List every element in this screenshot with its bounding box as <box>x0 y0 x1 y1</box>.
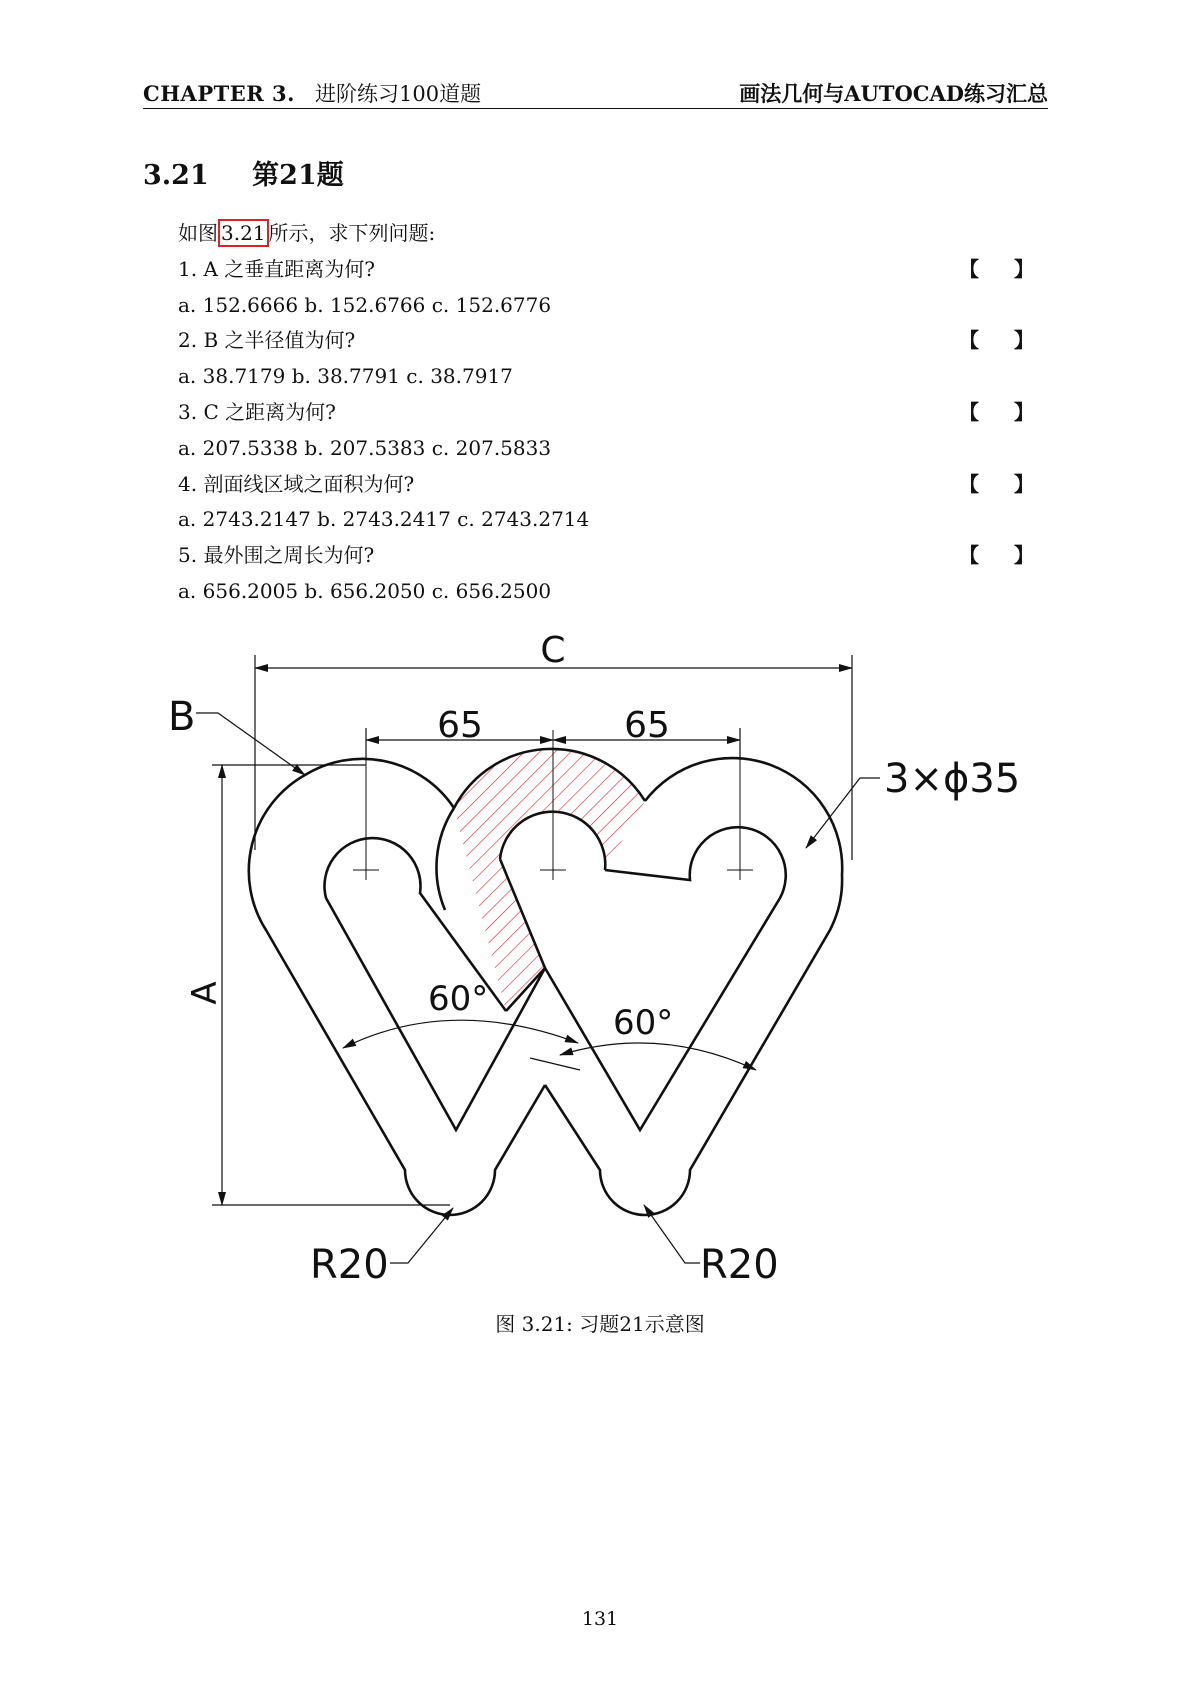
intro-line <box>178 218 1048 254</box>
r20-right-label: R20 <box>700 1242 779 1288</box>
hatched-region <box>454 749 645 1011</box>
answer-bracket: 【 】 <box>959 471 1048 496</box>
dim-65-right-label: 65 <box>624 705 670 746</box>
angle-left-label: 60° <box>428 979 489 1019</box>
options-2: a. 38.7179 b. 38.7791 c. 38.7917 <box>178 364 513 389</box>
question-text: 4. 剖面线区域之面积为何? <box>178 471 415 496</box>
answer-bracket: 【 】 <box>959 256 1048 281</box>
question-text: 5. 最外围之周长为何? <box>178 543 375 568</box>
question-5 <box>178 540 1048 576</box>
angle-right-label: 60° <box>613 1003 674 1043</box>
options-5: a. 656.2005 b. 656.2050 c. 656.2500 <box>178 578 552 603</box>
answer-bracket: 【 】 <box>959 399 1048 424</box>
question-text: 3. C 之距离为何? <box>178 399 336 424</box>
figure-reference-link[interactable]: 3.21 <box>218 219 269 247</box>
right-v-outer <box>506 758 842 1215</box>
options-3: a. 207.5338 b. 207.5383 c. 207.5833 <box>178 435 552 460</box>
technical-drawing <box>0 620 1200 1300</box>
leader-b <box>196 713 305 775</box>
leader-holes <box>806 778 880 848</box>
question-text: 1. A 之垂直距离为何? <box>178 256 375 281</box>
header-chapter <box>143 78 481 108</box>
section-number: 3.21 <box>143 160 209 191</box>
chapter-title: 进阶练习100道题 <box>315 82 482 106</box>
question-4 <box>178 469 1048 505</box>
holes-label: 3×ϕ35 <box>884 756 1021 802</box>
question-text: 2. B 之半径值为何? <box>178 328 356 353</box>
question-2 <box>178 325 1048 361</box>
chapter-label: CHAPTER 3. <box>143 81 295 106</box>
question-3 <box>178 397 1048 433</box>
dim-c-label: C <box>540 630 566 671</box>
leader-r20-left <box>390 1208 453 1263</box>
book-title: 画法几何与AUTOCAD练习汇总 <box>739 81 1048 106</box>
dim-65-left-label: 65 <box>437 705 483 746</box>
options-1: a. 152.6666 b. 152.6766 c. 152.6776 <box>178 292 552 317</box>
answer-bracket: 【 】 <box>959 328 1048 353</box>
options-4: a. 2743.2147 b. 2743.2417 c. 2743.2714 <box>178 507 590 532</box>
section-name: 第21题 <box>252 160 344 191</box>
angle-left-arc <box>343 1020 578 1048</box>
label-b: B <box>168 694 196 740</box>
page-header <box>143 74 1048 109</box>
figure-caption: 图 3.21: 习题21示意图 <box>495 1312 705 1336</box>
intro-suffix: 所示，求下列问题: <box>268 221 436 245</box>
section-title <box>143 153 344 192</box>
dim-a <box>212 765 450 1205</box>
angle-extension <box>530 1058 580 1070</box>
intro-prefix: 如图 <box>178 221 218 245</box>
label-a: A <box>185 981 225 1005</box>
page-number: 131 <box>581 1608 619 1630</box>
r20-left-label: R20 <box>310 1242 389 1288</box>
question-list <box>178 218 1048 612</box>
angle-right-arc <box>560 1043 756 1070</box>
answer-bracket: 【 】 <box>959 543 1048 568</box>
question-1 <box>178 254 1048 290</box>
